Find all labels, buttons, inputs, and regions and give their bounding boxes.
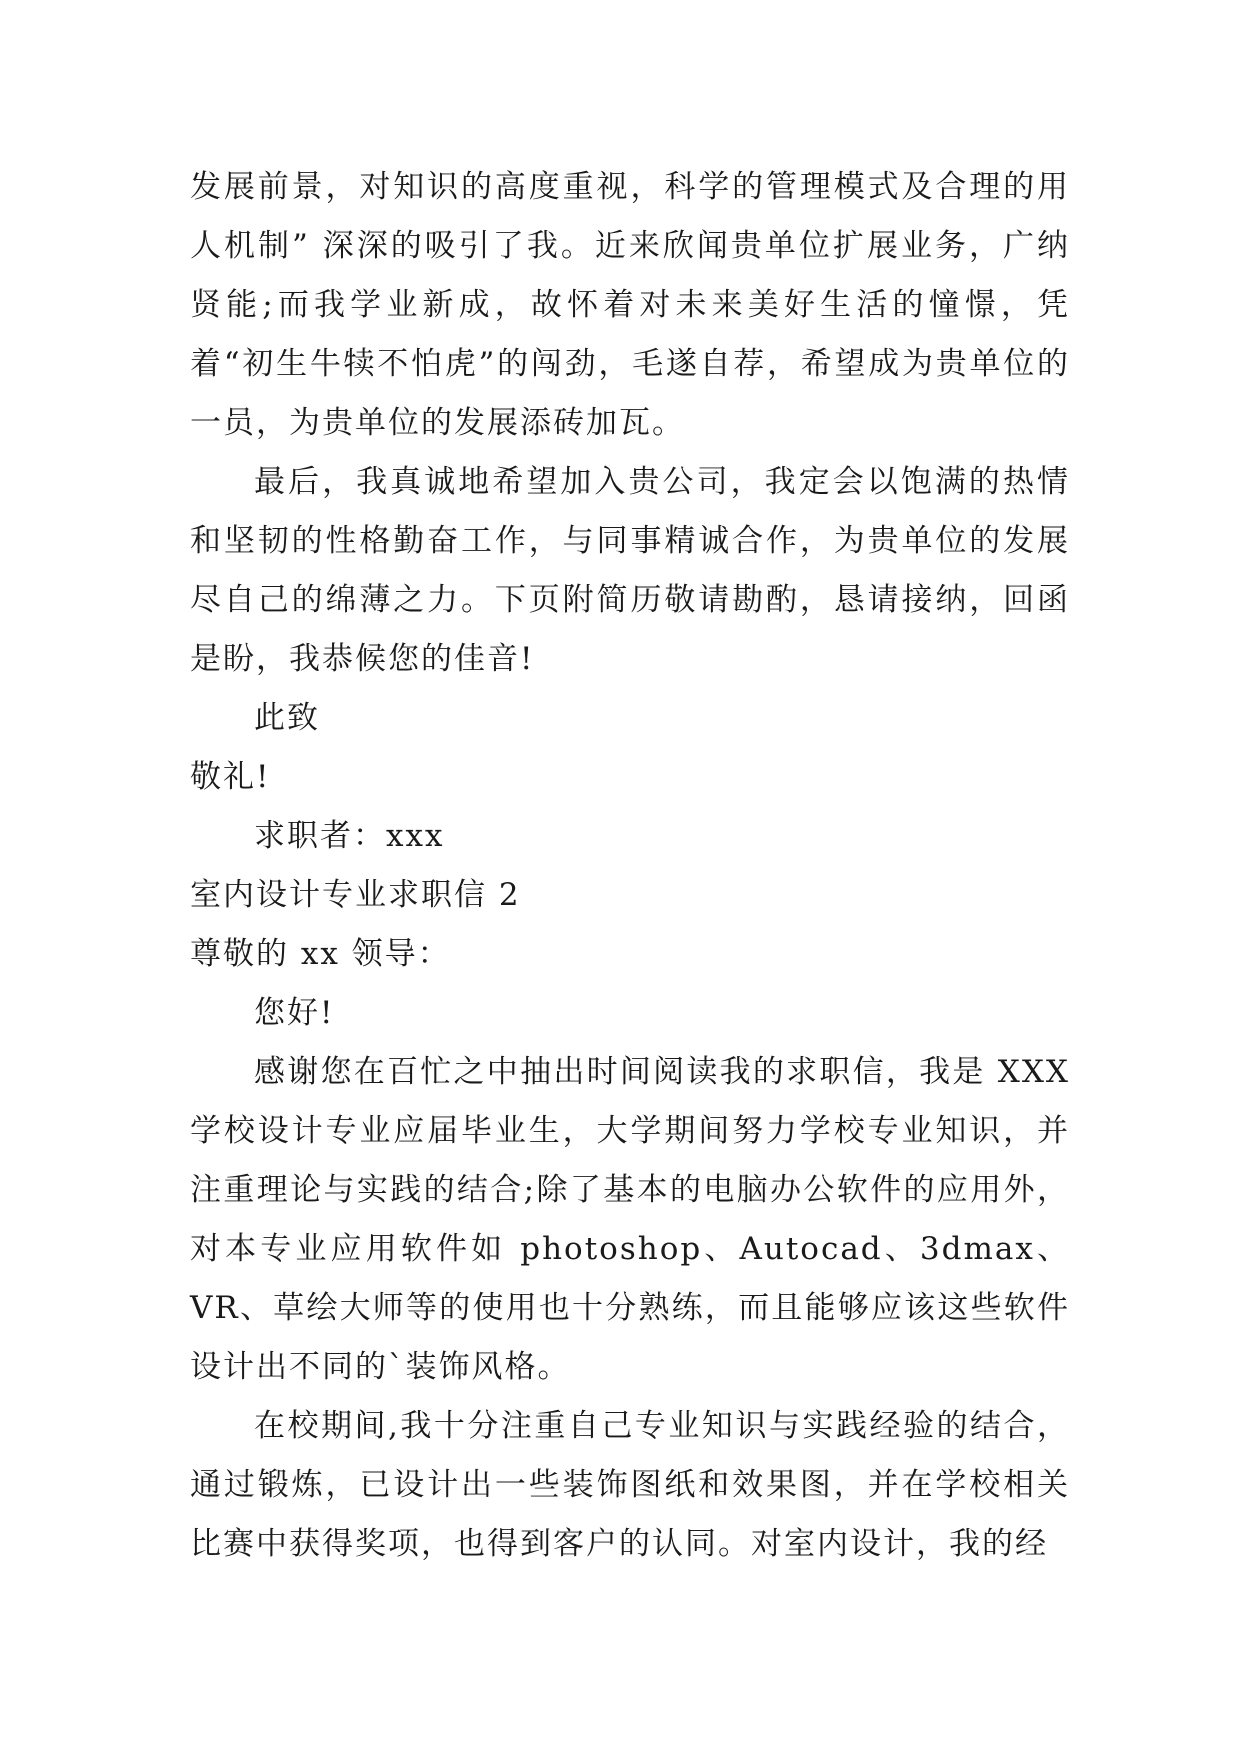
salutation-jingli: 敬礼!: [190, 759, 271, 795]
paragraph-closing: 最后，我真诚地希望加入贵公司，我定会以饱满的热情和坚韧的性格勤奋工作，与同事精诚合作，为贵单位的发展尽自己的绵薄之力。下页附简历敬请勘酌，恳请接纳，回函是盼，我恭候您的佳音!: [190, 464, 1070, 677]
addressee-line: 尊敬的 xx 领导：: [190, 936, 451, 972]
signature-applicant: 求职者：xxx: [254, 818, 445, 854]
letter-body: [190, 158, 1070, 1574]
section-heading-letter-2: 室内设计专业求职信 2: [190, 877, 521, 913]
paragraph-introduction: 感谢您在百忙之中抽出时间阅读我的求职信，我是 XXX 学校设计专业应届毕业生，大学期间努力学校专业知识，并注重理论与实践的结合;除了基本的电脑办公软件的应用外，对本专业应用软件如 photoshop、Autocad、3dmax、VR、草绘大师等的使用也十分熟练，而且能够应该这些软件设计出不同的`装饰风格。: [190, 1054, 1070, 1385]
paragraph-intro-continuation: 发展前景，对知识的高度重视，科学的管理模式及合理的用人机制” 深深的吸引了我。近来欣闻贵单位扩展业务，广纳贤能;而我学业新成，故怀着对未来美好生活的憧憬，凭着“初生牛犊不怕虎”的闯劲，毛遂自荐，希望成为贵单位的一员，为贵单位的发展添砖加瓦。: [190, 169, 1070, 441]
greeting-line: 您好!: [254, 995, 335, 1031]
paragraph-school-experience: 在校期间,我十分注重自己专业知识与实践经验的结合，通过锻炼，已设计出一些装饰图纸和效果图，并在学校相关比赛中获得奖项，也得到客户的认同。对室内设计，我的经: [190, 1408, 1070, 1562]
salutation-cizhi: 此致: [254, 700, 320, 736]
